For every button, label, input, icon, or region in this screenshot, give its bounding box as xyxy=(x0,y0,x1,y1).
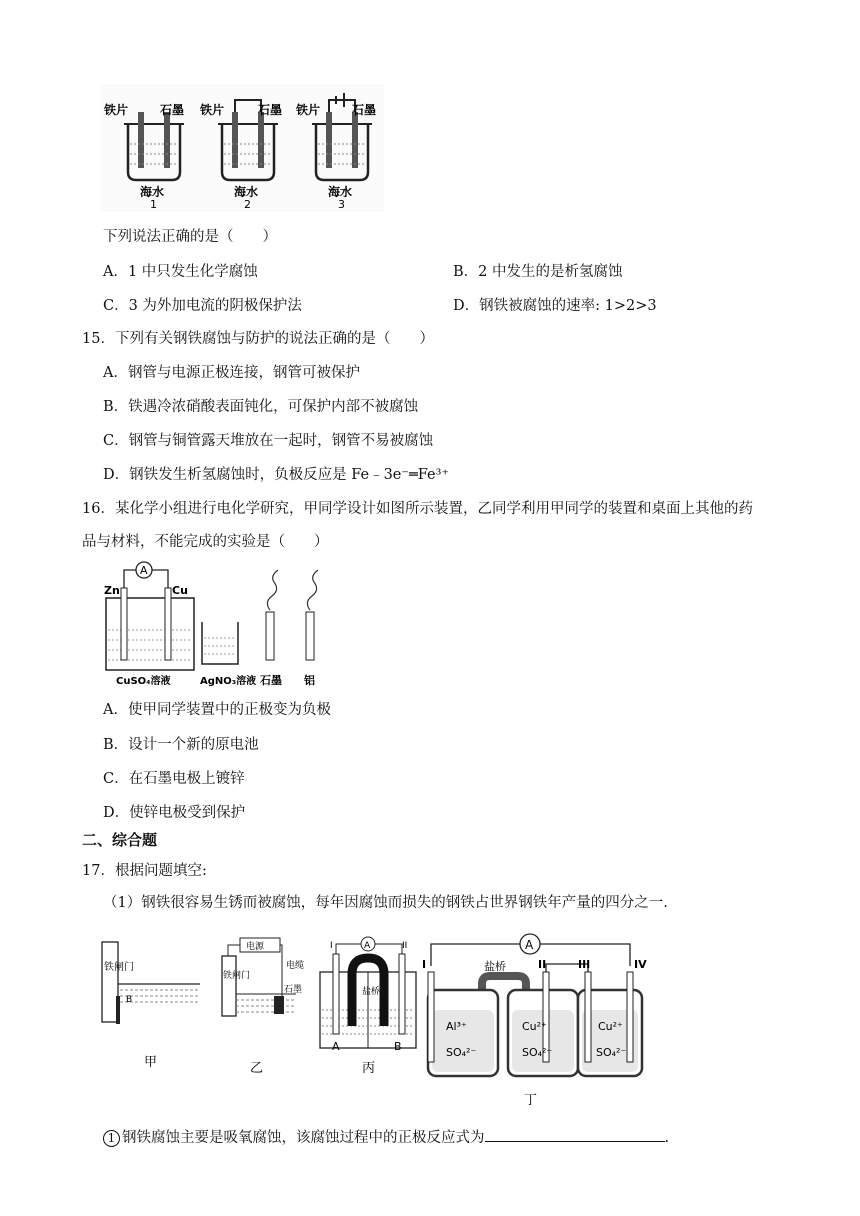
ding-e1-label: I xyxy=(422,958,427,971)
q16-stem-line1: 16．某化学小组进行电化学研究，甲同学设计如图所示装置，乙同学利用甲同学的装置和桌面上其他的药 xyxy=(82,501,753,517)
ding-s3a: Cu²⁺ xyxy=(598,1020,623,1033)
q16-cu-label: Cu xyxy=(172,584,188,597)
q16-zn-label: Zn xyxy=(104,584,120,597)
q16-option-a[interactable]: A．使甲同学装置中的正极变为负极 xyxy=(103,702,331,718)
label-graphite-2: 石墨 xyxy=(258,103,283,117)
q14-option-c[interactable]: C．3 为外加电流的阴极保护法 xyxy=(103,298,302,314)
caption-bing: 丙 xyxy=(362,1061,376,1076)
q15-stem: 15．下列有关钢铁腐蚀与防护的说法正确的是（ ） xyxy=(82,331,434,347)
ding-e4-label: IV xyxy=(634,958,647,971)
ding-meter-label: A xyxy=(525,938,534,952)
q16-option-c[interactable]: C．在石墨电极上镀锌 xyxy=(103,771,245,787)
label-num-1: 1 xyxy=(150,198,157,211)
ding-s2a: Cu²⁺ xyxy=(522,1020,547,1033)
fig-bing xyxy=(320,937,416,1076)
caption-jia: 甲 xyxy=(144,1055,158,1070)
ding-e2-label: II xyxy=(538,958,547,971)
fig-jia xyxy=(102,942,200,1070)
bing-ii-label: II xyxy=(402,941,408,951)
q15-option-b[interactable]: B．铁遇冷浓硝酸表面钝化，可保护内部不被腐蚀 xyxy=(103,399,419,415)
q14-option-b[interactable]: B．2 中发生的是析氢腐蚀 xyxy=(453,264,623,280)
section-title: 二、综合题 xyxy=(82,831,158,849)
q17-sub1-text: 钢铁腐蚀主要是吸氧腐蚀，该腐蚀过程中的正极反应式为 xyxy=(122,1130,485,1146)
bing-i-label: I xyxy=(330,941,333,951)
caption-yi: 乙 xyxy=(250,1061,264,1076)
label-iron-2: 铁片 xyxy=(200,103,225,117)
q16-meter-label: A xyxy=(140,564,148,577)
label-seawater-3: 海水 xyxy=(328,185,353,199)
ding-s3b: SO₄²⁻ xyxy=(596,1046,627,1059)
yi-gate-label: 铁闸门 xyxy=(223,971,251,981)
label-seawater-1: 海水 xyxy=(140,185,165,199)
q17-sub1-end: . xyxy=(664,1130,670,1146)
q16-stem-line2: 品与材料，不能完成的实验是（ ） xyxy=(82,534,329,550)
q16-option-d[interactable]: D．使锌电极受到保护 xyxy=(103,805,246,821)
ding-e3-label: III xyxy=(578,958,591,971)
fig-ding xyxy=(422,934,647,1108)
label-graphite-3: 石墨 xyxy=(352,103,377,117)
q15-option-d[interactable]: D．钢铁发生析氢腐蚀时，负极反应是 Fe﹣3e⁻═Fe³⁺ xyxy=(103,467,450,483)
label-seawater-2: 海水 xyxy=(234,185,259,199)
q14-option-a[interactable]: A．1 中只发生化学腐蚀 xyxy=(103,264,258,280)
fig-yi xyxy=(222,938,304,1076)
q16-agno3-label: AgNO₃溶液 xyxy=(200,676,257,687)
q16-figure xyxy=(100,560,350,690)
answer-blank[interactable] xyxy=(485,1127,665,1142)
bing-a-label: A xyxy=(332,1040,340,1053)
ding-bridge-label: 盐桥 xyxy=(484,960,506,973)
q17-part1: （1）钢铁很容易生锈而被腐蚀，每年因腐蚀而损失的钢铁占世界钢铁年产量的四分之一. xyxy=(103,895,668,911)
q16-al-label: 铝 xyxy=(304,674,315,687)
ding-s1a: Al³⁺ xyxy=(446,1020,467,1033)
bing-b-label: B xyxy=(394,1040,402,1053)
yi-cable-label: 电缆 xyxy=(286,961,305,971)
ding-s1b: SO₄²⁻ xyxy=(446,1046,477,1059)
jia-b-label: B xyxy=(126,995,133,1005)
q15-option-c[interactable]: C．钢管与铜管露天堆放在一起时，钢管不易被腐蚀 xyxy=(103,433,434,449)
q15-option-a[interactable]: A．钢管与电源正极连接，钢管可被保护 xyxy=(103,365,360,381)
q16-graphite-label: 石墨 xyxy=(260,674,282,687)
q14-option-d[interactable]: D．钢铁被腐蚀的速率: 1>2>3 xyxy=(453,298,657,314)
bing-bridge-label: 盐桥 xyxy=(362,987,381,997)
q16-option-b[interactable]: B．设计一个新的原电池 xyxy=(103,737,259,753)
sub1-circled-number: 1 xyxy=(103,1130,120,1147)
ding-s2b: SO₄²⁻ xyxy=(522,1046,553,1059)
q16-cuso4-label: CuSO₄溶液 xyxy=(116,676,171,687)
caption-ding: 丁 xyxy=(524,1093,538,1108)
label-iron-3: 铁片 xyxy=(296,103,321,117)
q17-stem: 17．根据问题填空: xyxy=(82,863,207,879)
q17-figure xyxy=(100,932,660,1110)
yi-power-label: 电源 xyxy=(246,942,265,952)
bing-meter-label: A xyxy=(364,941,371,951)
label-num-2: 2 xyxy=(244,198,251,211)
q17-sub1 xyxy=(103,1126,669,1147)
q14-figure xyxy=(100,84,384,212)
q14-stem: 下列说法正确的是（ ） xyxy=(103,229,277,245)
label-graphite-1: 石墨 xyxy=(160,103,185,117)
yi-graphite-label: 石墨 xyxy=(284,985,303,995)
label-num-3: 3 xyxy=(338,198,345,211)
jia-gate-label: 铁闸门 xyxy=(104,962,134,973)
label-iron-1: 铁片 xyxy=(104,103,129,117)
